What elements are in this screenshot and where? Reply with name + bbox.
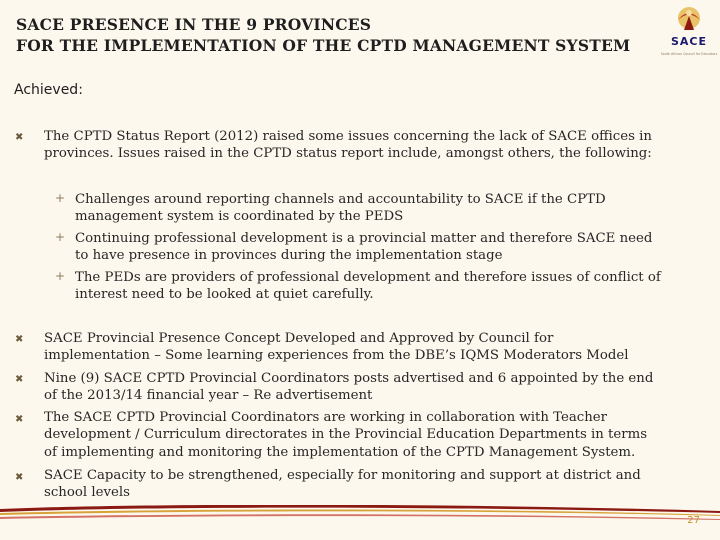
list-item: The CPTD Status Report (2012) raised some issues concerning the lack of SACE offices in provinces. Issues raised in the CPTD status report include, amongst others, the following:	[44, 129, 652, 162]
subheading-achieved: Achieved:	[14, 82, 83, 98]
sub-list-item: Challenges around reporting channels and accountability to SACE if the CPTD management system is coordinated by the PEDS	[75, 192, 606, 225]
bullet-x-icon: ✖	[15, 472, 24, 483]
bullet-x-icon: ✖	[15, 132, 24, 143]
bullet-x-icon: ✖	[15, 374, 24, 385]
slide-title	[16, 14, 636, 56]
sub-list-item: The PEDs are providers of professional development and therefore issues of conflict of interest need to be looked at quiet carefully.	[75, 270, 661, 303]
logo-text: SACE	[670, 35, 708, 48]
list-item: Nine (9) SACE CPTD Provincial Coordinators posts advertised and 6 appointed by the end of the 2013/14 financial year – Re advertisement	[44, 371, 654, 404]
logo-tagline: South African Council for Educators	[660, 52, 718, 56]
list-item: SACE Capacity to be strengthened, especially for monitoring and support at district and school levels	[44, 468, 641, 501]
list-item: The SACE CPTD Provincial Coordinators are working in collaboration with Teacher development / Curriculum directorates in the Provincial Education Departments in terms of implementing and monitoring the implementation of the CPTD Management System.	[44, 410, 648, 460]
footer-decoration	[0, 505, 720, 540]
title-line-2: FOR THE IMPLEMENTATION OF THE CPTD MANAGEMENT SYSTEM	[16, 36, 631, 55]
sub-list-item: Continuing professional development is a provincial matter and therefore SACE need to have presence in provinces during the implementation stage	[75, 231, 653, 264]
page-number: 27	[687, 515, 700, 526]
bullet-plus-icon: +	[55, 191, 66, 205]
bullet-x-icon: ✖	[15, 414, 24, 425]
title-line-1: SACE PRESENCE IN THE 9 PROVINCES	[16, 15, 372, 34]
list-item: SACE Provincial Presence Concept Developed and Approved by Council for implementation – Some learning experiences from the DBE’s IQMS Moderators Model	[44, 331, 629, 364]
bullet-plus-icon: +	[55, 230, 66, 244]
sace-logo	[660, 0, 718, 64]
bullet-plus-icon: +	[55, 269, 66, 283]
bullet-x-icon: ✖	[15, 334, 24, 345]
